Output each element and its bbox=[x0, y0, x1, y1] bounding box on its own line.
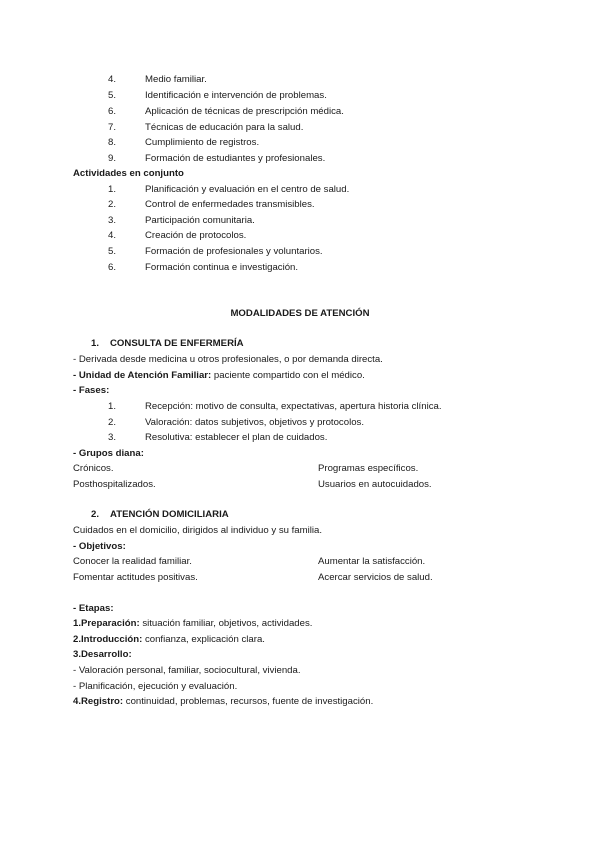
etapa-introduccion: 2.Introducción: confianza, explicación clara. bbox=[73, 634, 265, 645]
grupo-item: Usuarios en autocuidados. bbox=[318, 479, 432, 490]
consulta-unidad: - Unidad de Atención Familiar: paciente compartido con el médico. bbox=[73, 370, 365, 381]
grupo-item: Crónicos. bbox=[73, 463, 114, 474]
grupo-item: Programas específicos. bbox=[318, 463, 419, 474]
consulta-derivada: - Derivada desde medicina u otros profesionales, o por demanda directa. bbox=[73, 354, 383, 365]
objetivo-item: Conocer la realidad familiar. bbox=[73, 556, 192, 567]
grupo-item: Posthospitalizados. bbox=[73, 479, 156, 490]
desarrollo-item: - Planificación, ejecución y evaluación. bbox=[73, 681, 238, 692]
page-title: MODALIDADES DE ATENCIÓN bbox=[230, 308, 370, 319]
etapa-desarrollo: 3.Desarrollo: bbox=[73, 649, 132, 660]
etapa-preparacion: 1.Preparación: situación familiar, objetivos, actividades. bbox=[73, 618, 313, 629]
domiciliaria-intro: Cuidados en el domicilio, dirigidos al individuo y su familia. bbox=[73, 525, 323, 536]
desarrollo-item: - Valoración personal, familiar, sociocultural, vivienda. bbox=[73, 665, 301, 676]
objetivo-item: Aumentar la satisfacción. bbox=[318, 556, 426, 567]
objetivo-item: Fomentar actitudes positivas. bbox=[73, 572, 198, 583]
fases-heading: - Fases: bbox=[73, 385, 110, 396]
grupos-heading: - Grupos diana: bbox=[73, 448, 144, 459]
actividades-heading: Actividades en conjunto bbox=[73, 168, 184, 179]
objetivo-item: Acercar servicios de salud. bbox=[318, 572, 433, 583]
etapa-registro: 4.Registro: continuidad, problemas, recursos, fuente de investigación. bbox=[73, 696, 374, 707]
etapas-heading: - Etapas: bbox=[73, 603, 114, 614]
objetivos-heading: - Objetivos: bbox=[73, 541, 126, 552]
